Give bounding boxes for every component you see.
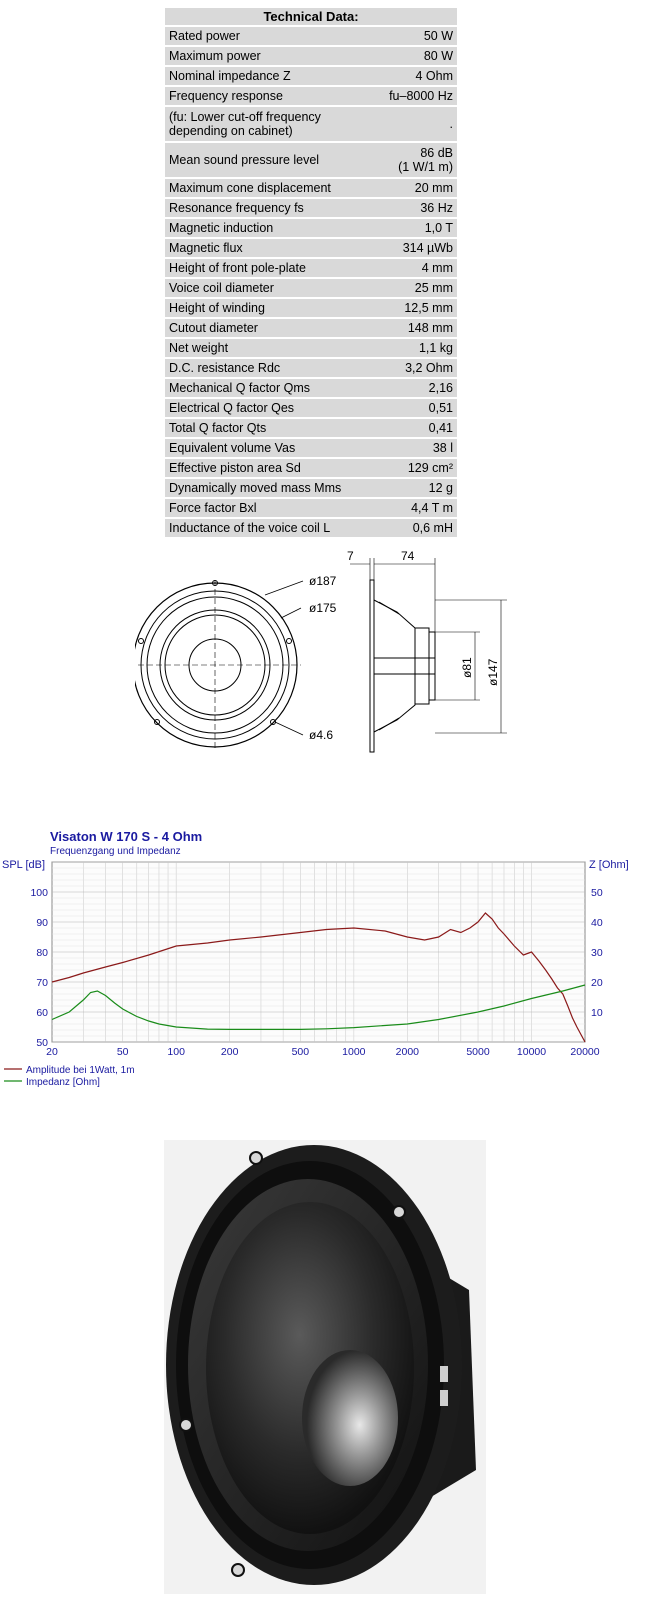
table-row (165, 107, 457, 141)
row-value-text: 2,16 (428, 381, 453, 395)
table-row (165, 87, 457, 105)
row-value (385, 239, 457, 257)
mount-hole (393, 1206, 405, 1218)
row-value (385, 87, 457, 105)
row-value (385, 319, 457, 337)
x-tick-label: 20000 (570, 1046, 600, 1058)
technical-data-table (165, 6, 457, 539)
mount-hole (232, 1564, 244, 1576)
table-row (165, 279, 457, 297)
y-axis-right-label: Z [Ohm] (589, 859, 629, 871)
row-label: Mechanical Q factor Qms (165, 379, 385, 397)
y-tick-label: 70 (36, 977, 48, 989)
table-row (165, 179, 457, 197)
row-label: Dynamically moved mass Mms (165, 479, 385, 497)
row-value-text: 1,0 T (424, 221, 453, 235)
x-tick-label: 500 (291, 1046, 310, 1058)
frequency-response-chart (0, 828, 650, 1118)
row-value (385, 47, 457, 65)
y-axis-label: SPL [dB] (2, 859, 46, 871)
table-row (165, 439, 457, 457)
cone (206, 1202, 414, 1534)
y-tick-label: 100 (30, 887, 48, 899)
row-label: Inductance of the voice coil L (165, 519, 385, 537)
legend-label-impedance: Impedanz [Ohm] (26, 1077, 100, 1088)
row-value (385, 179, 457, 197)
row-value-text: 314 µWb (402, 241, 453, 255)
dimension-drawing (135, 550, 515, 770)
table-row (165, 479, 457, 497)
row-label: Net weight (165, 339, 385, 357)
row-value (385, 107, 457, 141)
front-view (135, 580, 303, 750)
table-row (165, 319, 457, 337)
row-value (385, 219, 457, 237)
dim-hole: ø4.6 (309, 728, 334, 742)
row-value (385, 439, 457, 457)
table-row (165, 519, 457, 537)
row-value-text: 86 dB (420, 146, 453, 160)
y-tick-label: 80 (36, 947, 48, 959)
row-value-text: 3,2 Ohm (405, 361, 453, 375)
row-value-text: fu–8000 Hz (389, 89, 453, 103)
row-value (385, 143, 457, 177)
row-label: Height of front pole-plate (165, 259, 385, 277)
row-label: Total Q factor Qts (165, 419, 385, 437)
dim-magnet: ø81 (460, 657, 474, 678)
row-label: Magnetic induction (165, 219, 385, 237)
mount-hole (287, 639, 292, 644)
row-label: Mean sound pressure level (165, 143, 385, 177)
dim-depth: 74 (401, 550, 415, 563)
row-value-text: 12,5 mm (404, 301, 453, 315)
row-value-text: 1,1 kg (418, 341, 453, 355)
row-value-text: 0,51 (428, 401, 453, 415)
row-value (385, 279, 457, 297)
table-row (165, 339, 457, 357)
row-value-text: 50 W (423, 29, 453, 43)
legend-label-amplitude: Amplitude bei 1Watt, 1m (26, 1065, 135, 1076)
table-row (165, 419, 457, 437)
row-value-text: 80 W (423, 49, 453, 63)
side-view (350, 558, 507, 752)
table-row (165, 239, 457, 257)
x-tick-label: 10000 (516, 1046, 547, 1058)
row-value-note: (1 W/1 m) (398, 160, 453, 174)
terminal (440, 1366, 448, 1382)
dim-front-inner: ø175 (309, 601, 337, 615)
row-value-text: . (449, 117, 453, 131)
speaker-photo (164, 1140, 486, 1594)
table-row (165, 199, 457, 217)
table-row (165, 27, 457, 45)
row-label: Frequency response (165, 87, 385, 105)
row-label: Equivalent volume Vas (165, 439, 385, 457)
row-value (385, 339, 457, 357)
row-label: (fu: Lower cut-off frequency depending on cabinet) (165, 107, 385, 141)
row-value-text: 12 g (428, 481, 453, 495)
x-tick-label: 2000 (395, 1046, 420, 1058)
row-value-text: 0,6 mH (412, 521, 453, 535)
dim-cutout: ø147 (486, 658, 500, 686)
row-label: Resonance frequency fs (165, 199, 385, 217)
y-right-tick-label: 20 (591, 977, 603, 989)
table-row (165, 399, 457, 417)
row-value-text: 0,41 (428, 421, 453, 435)
row-value (385, 379, 457, 397)
table-row (165, 499, 457, 517)
table-title: Technical Data: (165, 8, 457, 25)
chart-title: Visaton W 170 S - 4 Ohm (50, 829, 203, 844)
x-tick-label: 100 (167, 1046, 185, 1058)
y-tick-label: 60 (36, 1007, 48, 1019)
row-value (385, 199, 457, 217)
dust-cap (302, 1350, 398, 1486)
row-label: Cutout diameter (165, 319, 385, 337)
row-label: Force factor Bxl (165, 499, 385, 517)
x-tick-label: 50 (116, 1046, 129, 1058)
row-label: Effective piston area Sd (165, 459, 385, 477)
row-value-text: 148 mm (407, 321, 453, 335)
y-right-tick-label: 40 (591, 917, 603, 929)
mount-hole (180, 1419, 192, 1431)
y-right-tick-label: 30 (591, 947, 603, 959)
row-value-text: 36 Hz (420, 201, 453, 215)
row-value (385, 299, 457, 317)
terminal (440, 1390, 448, 1406)
table-body (165, 27, 457, 537)
row-value (385, 519, 457, 537)
x-tick-label: 20 (46, 1046, 58, 1058)
row-value-text: 129 cm² (407, 461, 453, 475)
mount-hole (250, 1152, 262, 1164)
table-row (165, 359, 457, 377)
row-value-text: 4 Ohm (415, 69, 453, 83)
row-value-text: 20 mm (414, 181, 453, 195)
row-label: Maximum cone displacement (165, 179, 385, 197)
y-right-tick-label: 50 (591, 887, 603, 899)
table-row (165, 379, 457, 397)
chart-subtitle: Frequenzgang und Impedanz (50, 846, 181, 857)
table-row (165, 259, 457, 277)
y-tick-label: 90 (36, 917, 48, 929)
dim-front-outer: ø187 (309, 574, 337, 588)
dim-flange: 7 (347, 550, 354, 563)
row-label: Voice coil diameter (165, 279, 385, 297)
mount-hole (139, 639, 144, 644)
y-tick-label: 50 (36, 1037, 48, 1049)
row-value (385, 419, 457, 437)
row-value (385, 359, 457, 377)
y-right-tick-label: 10 (591, 1007, 603, 1019)
row-value (385, 399, 457, 417)
x-tick-label: 5000 (466, 1046, 490, 1058)
row-value (385, 67, 457, 85)
row-label: Electrical Q factor Qes (165, 399, 385, 417)
row-value (385, 259, 457, 277)
table-row (165, 67, 457, 85)
x-tick-label: 200 (220, 1046, 239, 1058)
row-label: Nominal impedance Z (165, 67, 385, 85)
table-row (165, 143, 457, 177)
table-row (165, 47, 457, 65)
row-label: D.C. resistance Rdc (165, 359, 385, 377)
row-value (385, 499, 457, 517)
table-row (165, 299, 457, 317)
row-value-text: 38 l (432, 441, 453, 455)
row-value-text: 4,4 T m (411, 501, 453, 515)
row-value (385, 479, 457, 497)
row-label: Rated power (165, 27, 385, 45)
row-label: Maximum power (165, 47, 385, 65)
x-tick-label: 1000 (342, 1046, 366, 1058)
table-row (165, 219, 457, 237)
table-row (165, 459, 457, 477)
row-value (385, 27, 457, 45)
legend (4, 1065, 135, 1088)
row-value-text: 25 mm (414, 281, 453, 295)
row-value-text: 4 mm (421, 261, 453, 275)
row-label: Height of winding (165, 299, 385, 317)
row-label: Magnetic flux (165, 239, 385, 257)
row-value (385, 459, 457, 477)
